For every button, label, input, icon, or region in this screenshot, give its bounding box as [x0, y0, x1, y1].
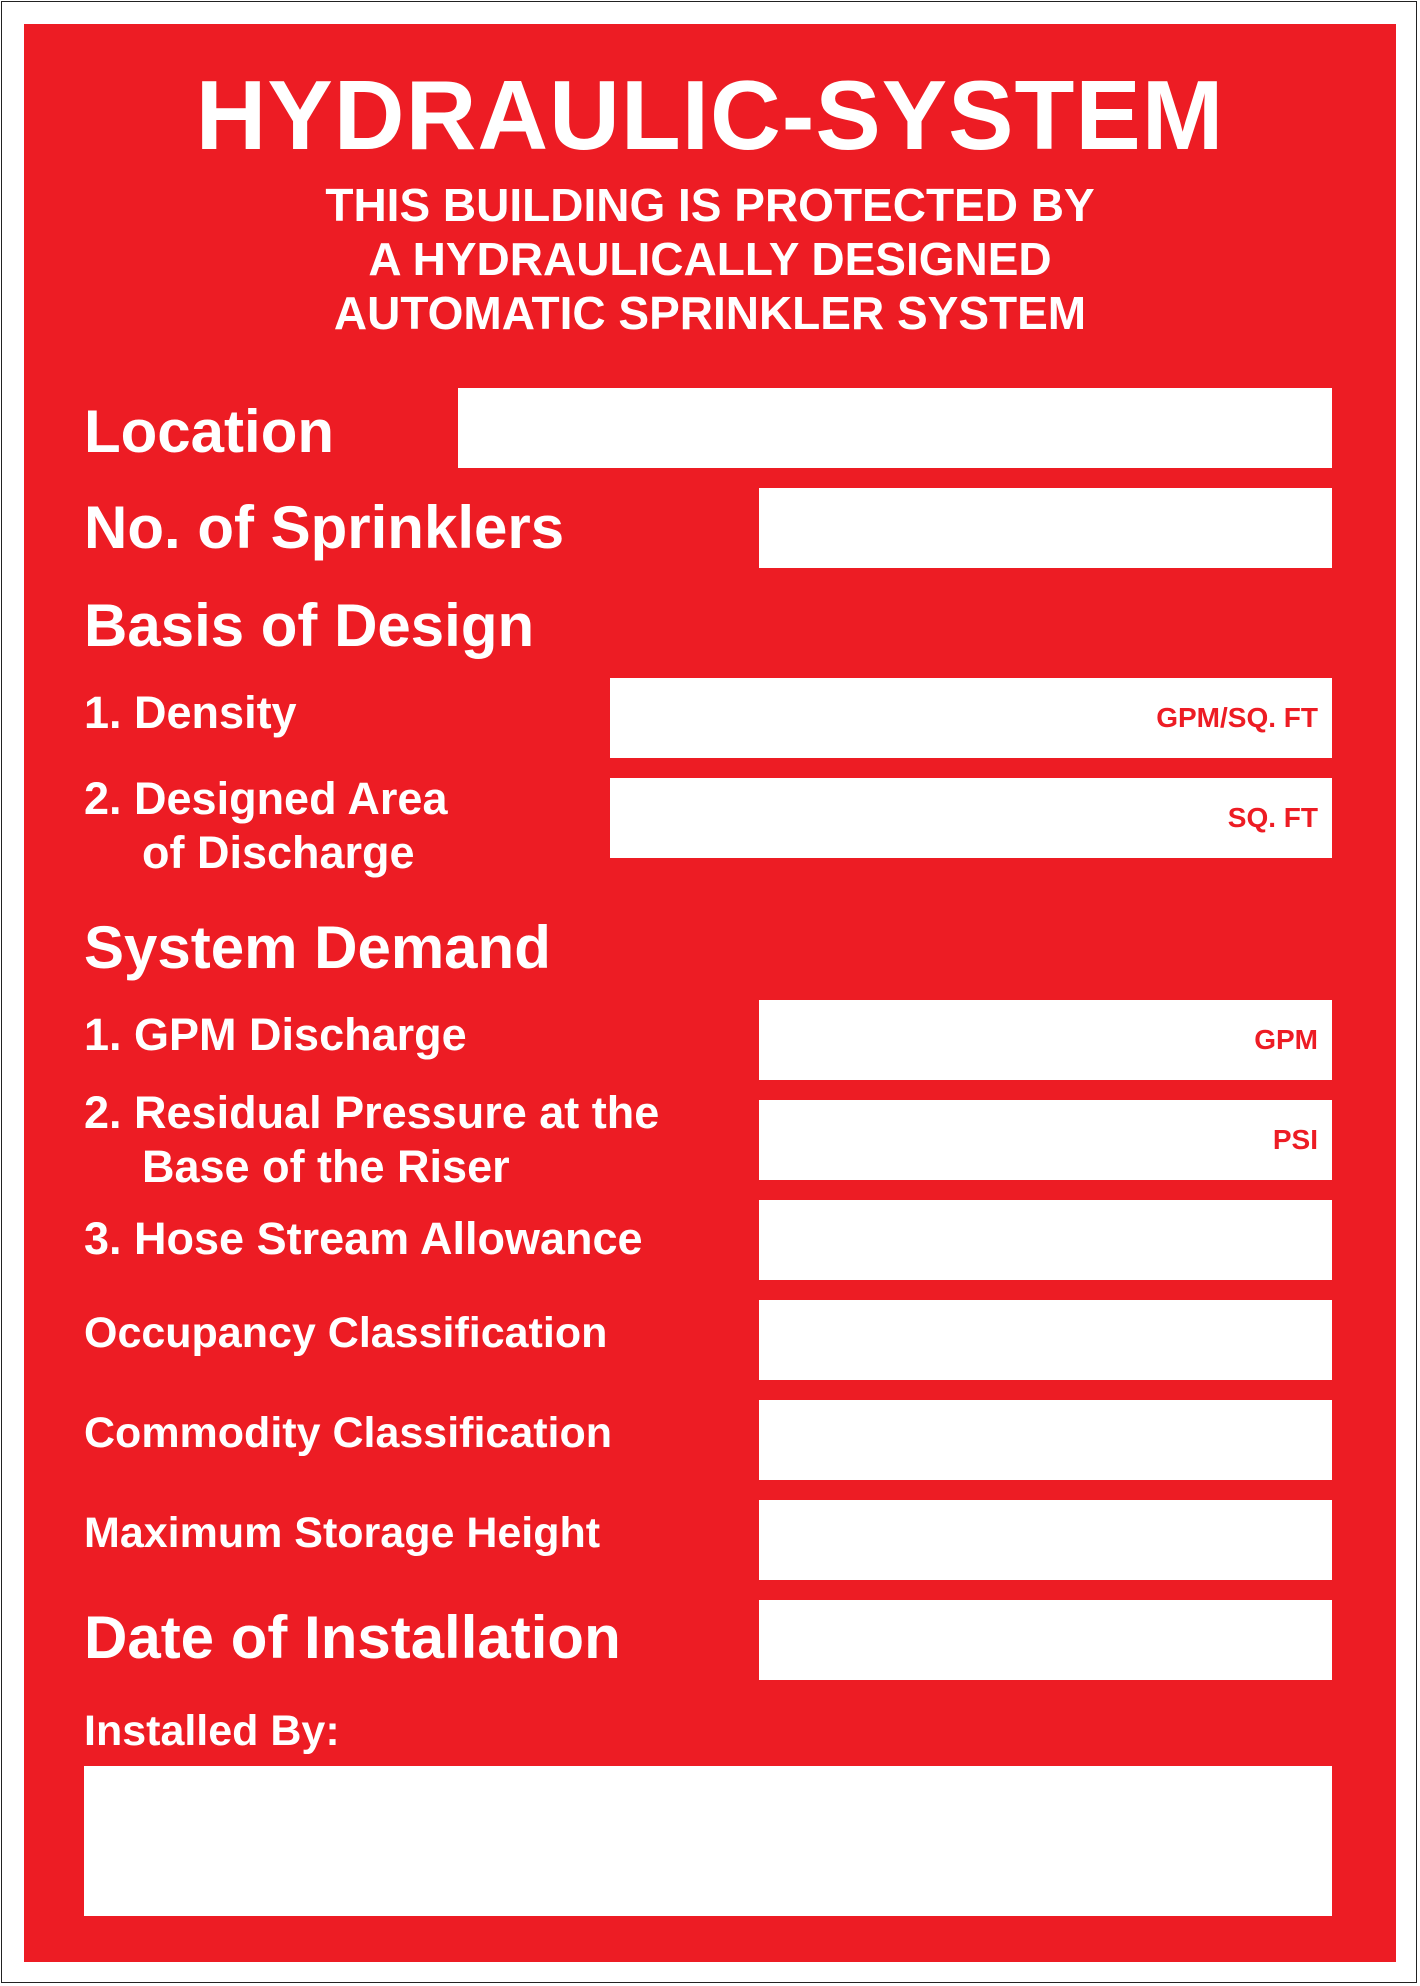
- residual-pressure-label-line-2: Base of the Riser: [142, 1141, 510, 1192]
- density-field[interactable]: [610, 678, 1332, 758]
- location-label: Location: [84, 398, 334, 465]
- designed-area-field[interactable]: [610, 778, 1332, 858]
- subtitle-line-3: AUTOMATIC SPRINKLER SYSTEM: [333, 287, 1087, 339]
- gpm-discharge-label: 1. GPM Discharge: [84, 1009, 467, 1060]
- psi-unit: PSI: [1272, 1124, 1318, 1155]
- subtitle-line-1: THIS BUILDING IS PROTECTED BY: [325, 179, 1095, 231]
- gpm-unit: GPM: [1254, 1024, 1318, 1055]
- basis-of-design-heading: Basis of Design: [84, 592, 535, 659]
- commodity-label: Commodity Classification: [84, 1409, 613, 1457]
- hose-stream-label: 3. Hose Stream Allowance: [84, 1213, 643, 1264]
- density-label: 1. Density: [84, 687, 297, 738]
- storage-height-field[interactable]: [759, 1500, 1332, 1580]
- residual-pressure-label-line-1: 2. Residual Pressure at the: [84, 1087, 660, 1138]
- installed-by-label: Installed By:: [84, 1707, 340, 1755]
- installed-by-field[interactable]: [84, 1766, 1332, 1916]
- system-demand-heading: System Demand: [84, 914, 551, 981]
- area-unit: SQ. FT: [1227, 802, 1318, 833]
- density-unit: GPM/SQ. FT: [1156, 702, 1318, 733]
- occupancy-label: Occupancy Classification: [84, 1309, 608, 1357]
- storage-height-label: Maximum Storage Height: [84, 1509, 601, 1557]
- commodity-field[interactable]: [759, 1400, 1332, 1480]
- designed-area-label-line-1: 2. Designed Area: [84, 773, 448, 824]
- date-of-installation-field[interactable]: [759, 1600, 1332, 1680]
- designed-area-label-line-2: of Discharge: [142, 827, 415, 878]
- occupancy-field[interactable]: [759, 1300, 1332, 1380]
- location-field[interactable]: [458, 388, 1332, 468]
- subtitle-line-2: A HYDRAULICALLY DESIGNED: [368, 233, 1052, 285]
- residual-pressure-field[interactable]: [759, 1100, 1332, 1180]
- gpm-discharge-field[interactable]: [759, 1000, 1332, 1080]
- sign-title: HYDRAULIC-SYSTEM: [195, 60, 1225, 170]
- sprinklers-label: No. of Sprinklers: [84, 494, 565, 561]
- hydraulic-system-sign: [24, 24, 1396, 1962]
- hose-stream-field[interactable]: [759, 1200, 1332, 1280]
- date-of-installation-label: Date of Installation: [84, 1604, 621, 1671]
- sprinklers-field[interactable]: [759, 488, 1332, 568]
